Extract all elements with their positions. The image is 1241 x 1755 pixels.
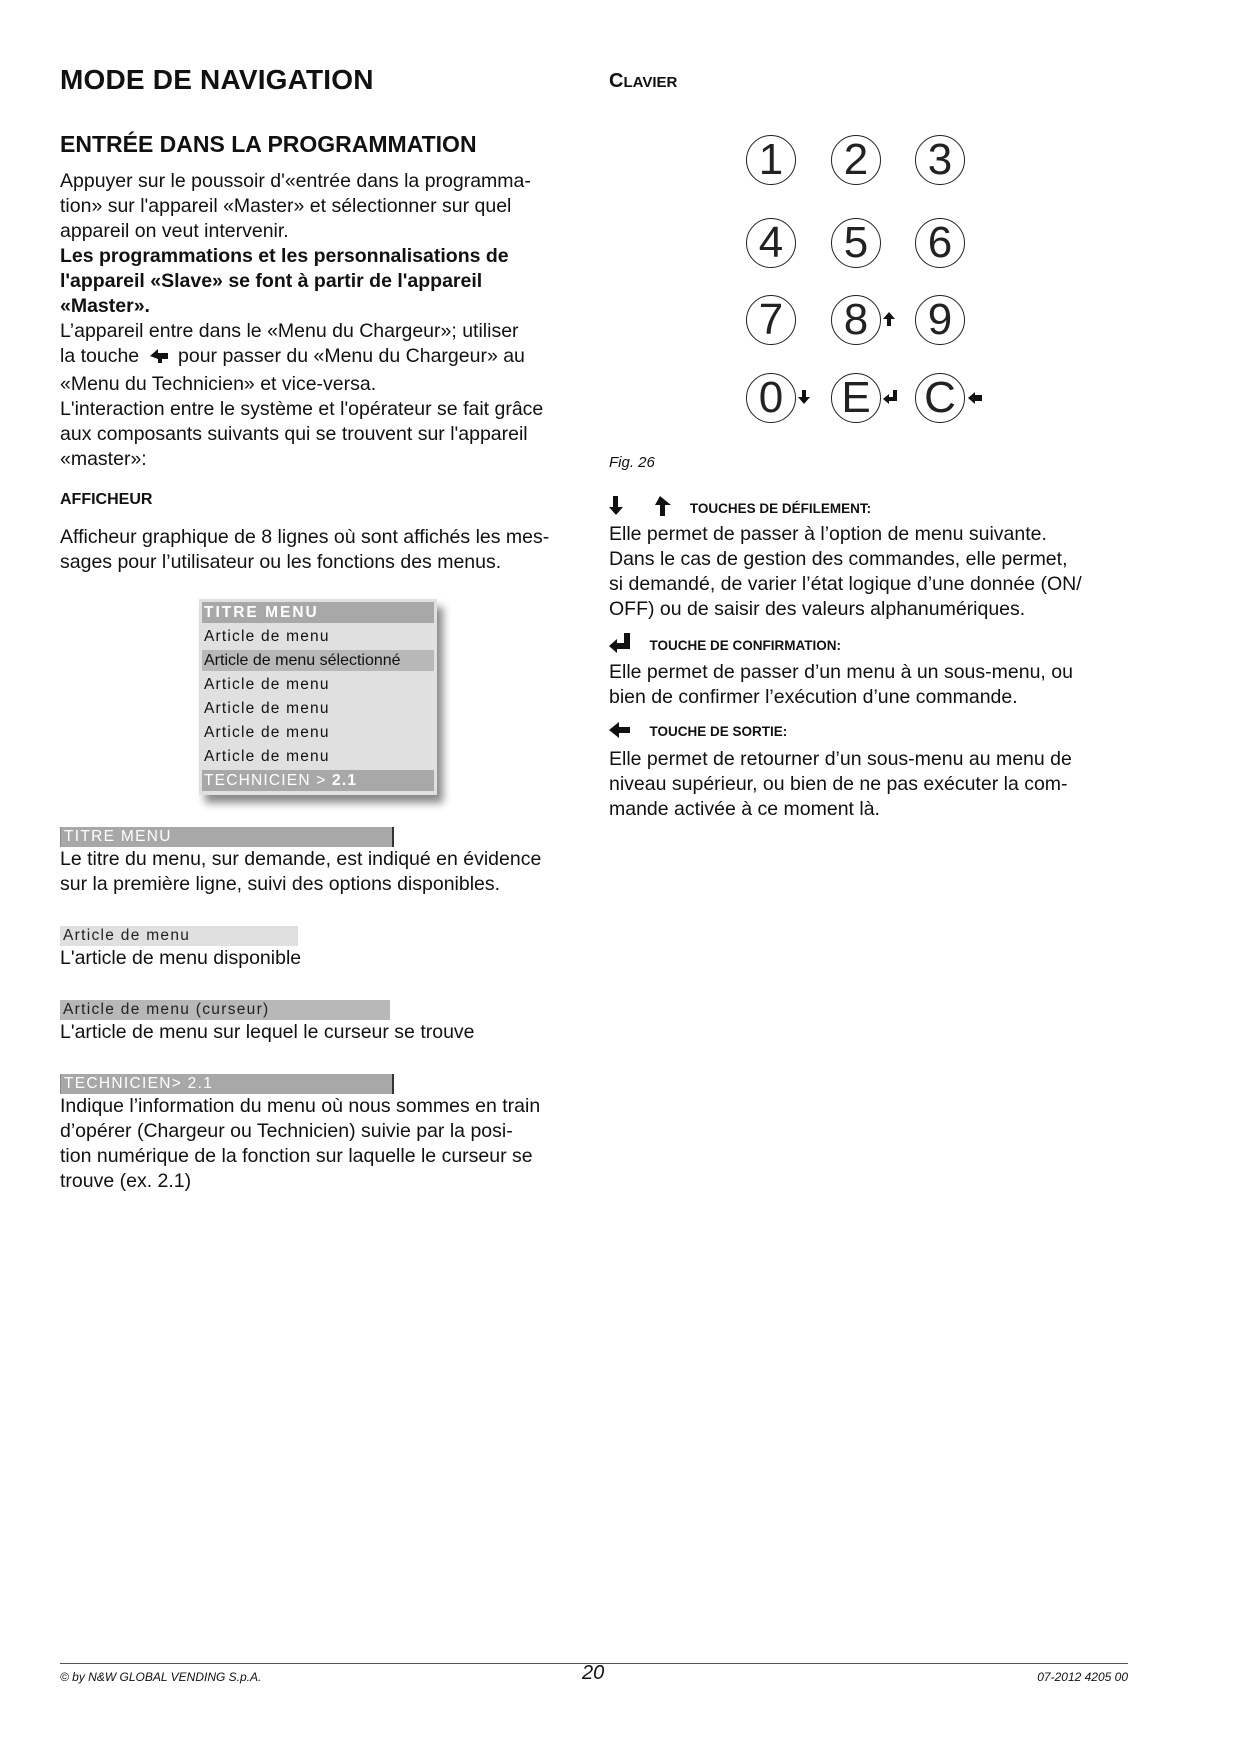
text-line: sages pour l’utilisateur ou les fonctions des menus. (60, 551, 502, 573)
tech-number: 2.1 (332, 772, 358, 789)
clavier-cap: C (609, 70, 624, 92)
menu-item: Article de menu (204, 748, 330, 765)
key-0[interactable]: 0 (746, 373, 796, 423)
left-arrow-icon (968, 391, 982, 407)
footer-copyright: © by N&W GLOBAL VENDING S.p.A. (60, 1670, 262, 1684)
text-line: niveau supérieur, ou bien de ne pas exécuter la com- (609, 773, 1068, 795)
bold-line: Les programmations et les personnalisations de (60, 245, 509, 267)
key-1[interactable]: 1 (746, 135, 796, 185)
left-arrow-icon (149, 347, 169, 372)
down-arrow-icon (609, 496, 629, 521)
scroll-heading: TOUCHES DE DÉFILEMENT: (689, 501, 872, 516)
legend-item-tag: Article de menu (60, 926, 298, 946)
menu-item: Article de menu (204, 700, 330, 717)
text-line: trouve (ex. 2.1) (60, 1170, 192, 1192)
text-line: tion numérique de la fonction sur laquelle le curseur se (60, 1145, 533, 1167)
legend-title-tag: TITRE MENU (60, 827, 394, 847)
left-arrow-icon (609, 721, 631, 744)
text-line: bien de confirmer l’exécution d’une commande. (609, 686, 1018, 708)
bold-line: l'appareil «Slave» se font à partir de l'appareil (60, 270, 483, 292)
menu-item: Article de menu (204, 628, 330, 645)
text-line: Elle permet de passer à l’option de menu suivante. (609, 523, 1047, 545)
legend-title-desc (60, 847, 600, 897)
key-6[interactable]: 6 (915, 218, 965, 268)
intro-paragraph (60, 169, 580, 472)
clavier-heading (609, 70, 677, 93)
text-fragment: pour passer du «Menu du Chargeur» au (178, 345, 525, 367)
text-line: si demandé, de varier l’état logique d’une donnée (ON/ (609, 573, 1082, 595)
text-line: Elle permet de passer d’un menu à un sous-menu, ou (609, 661, 1073, 683)
key-8[interactable]: 8 (831, 295, 881, 345)
afficheur-paragraph (60, 525, 600, 575)
menu-item-selected: Article de menu sélectionné (202, 650, 434, 671)
text-line: L'interaction entre le système et l'opérateur se fait grâce (60, 398, 544, 420)
scroll-heading-row (609, 496, 871, 521)
figure-caption: Fig. 26 (609, 454, 655, 471)
text-line: Elle permet de retourner d’un sous-menu au menu de (609, 748, 1072, 770)
key-9[interactable]: 9 (915, 295, 965, 345)
confirm-paragraph (609, 660, 1129, 710)
text-line: Afficheur graphique de 8 lignes où sont affichés les mes- (60, 526, 550, 548)
text-fragment: la touche (60, 345, 140, 367)
text-line: «Menu du Technicien» et vice-versa. (60, 373, 377, 395)
text-line: Appuyer sur le poussoir d'«entrée dans la programma- (60, 170, 531, 192)
up-arrow-icon (649, 496, 671, 521)
key-4[interactable]: 4 (746, 218, 796, 268)
text-line: Le titre du menu, sur demande, est indiqué en évidence (60, 848, 542, 870)
legend-cursor-desc: L'article de menu sur lequel le curseur se trouve (60, 1021, 475, 1043)
display-mockup (199, 599, 437, 795)
page-title: MODE DE NAVIGATION (60, 64, 374, 95)
key-5[interactable]: 5 (831, 218, 881, 268)
menu-title: TITRE MENU (202, 602, 434, 623)
exit-heading: TOUCHE DE SORTIE: (649, 724, 788, 739)
text-line: OFF) ou de saisir des valeurs alphanumériques. (609, 598, 1026, 620)
text-line-with-icon (60, 344, 580, 372)
text-line: sur la première ligne, suivi des options disponibles. (60, 873, 501, 895)
text-line: Dans le cas de gestion des commandes, elle permet, (609, 548, 1068, 570)
section-title: ENTRÉE DANS LA PROGRAMMATION (60, 131, 477, 157)
up-arrow-icon (883, 312, 895, 329)
text-line: tion» sur l'appareil «Master» et sélectionner sur quel (60, 195, 512, 217)
tech-prefix: TECHNICIEN > (204, 772, 332, 789)
text-line: d’opérer (Chargeur ou Technicien) suivie par la posi- (60, 1120, 513, 1142)
text-line: mande activée à ce moment là. (609, 798, 880, 820)
enter-arrow-icon (883, 390, 897, 407)
key-2[interactable]: 2 (831, 135, 881, 185)
text-line: «master»: (60, 448, 147, 470)
legend-item-desc: L'article de menu disponible (60, 947, 302, 969)
legend-cursor-tag: Article de menu (curseur) (60, 1000, 390, 1020)
keypad (740, 130, 980, 430)
confirm-heading: TOUCHE DE CONFIRMATION: (649, 638, 841, 653)
key-7[interactable]: 7 (746, 295, 796, 345)
legend-tech-desc (60, 1094, 600, 1194)
clavier-rest: LAVIER (623, 74, 678, 91)
exit-paragraph (609, 747, 1129, 822)
page-number: 20 (582, 1662, 605, 1684)
menu-technicien-line (202, 770, 434, 791)
enter-arrow-icon (609, 633, 631, 658)
legend-tech-tag: TECHNICIEN> 2.1 (60, 1074, 394, 1094)
afficheur-heading: AFFICHEUR (60, 491, 153, 508)
key-e[interactable]: E (831, 373, 881, 423)
confirm-heading-row (609, 633, 841, 658)
text-line: Indique l’information du menu où nous sommes en train (60, 1095, 541, 1117)
text-line: aux composants suivants qui se trouvent sur l'appareil (60, 423, 528, 445)
text-line: appareil on veut intervenir. (60, 220, 289, 242)
menu-item: Article de menu (204, 724, 330, 741)
exit-heading-row (609, 721, 787, 744)
down-arrow-icon (798, 390, 810, 407)
key-3[interactable]: 3 (915, 135, 965, 185)
key-c[interactable]: C (915, 373, 965, 423)
menu-item: Article de menu (204, 676, 330, 693)
bold-line: «Master». (60, 295, 150, 317)
footer-doc-code: 07-2012 4205 00 (1037, 1670, 1128, 1684)
scroll-paragraph (609, 522, 1129, 622)
text-line: L’appareil entre dans le «Menu du Chargeur»; utiliser (60, 320, 519, 342)
